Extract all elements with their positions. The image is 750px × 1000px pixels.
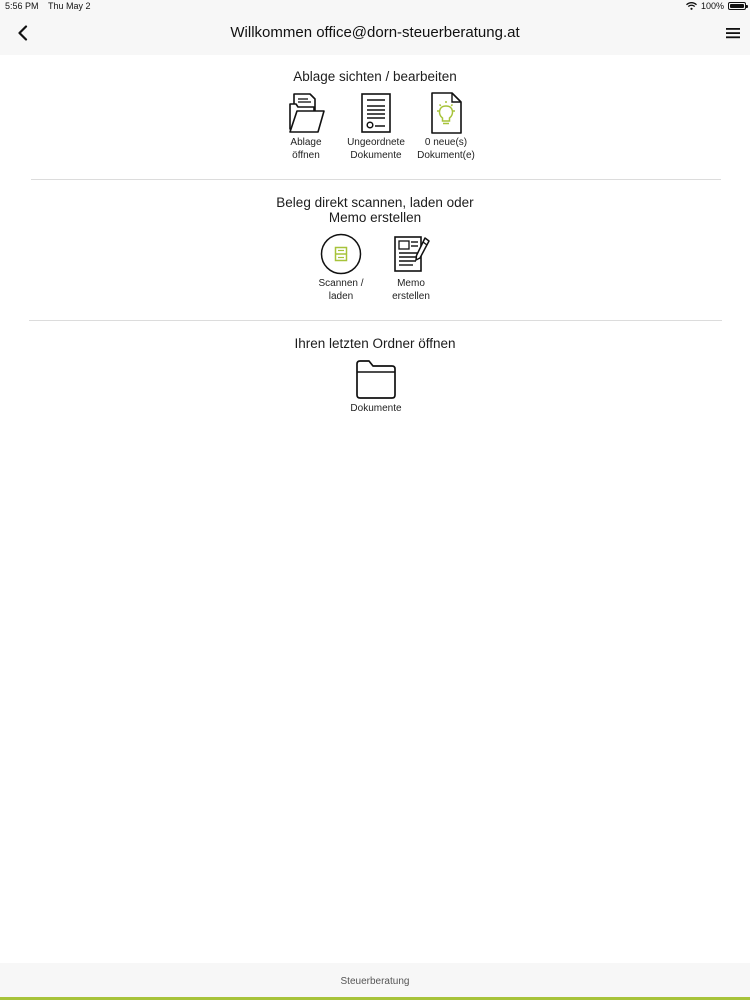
open-archive-label: Ablage öffnen — [290, 137, 322, 161]
recent-icon-row — [341, 357, 411, 416]
recent-folder-button[interactable] — [341, 357, 411, 416]
open-archive-button[interactable] — [271, 91, 341, 162]
status-bar — [0, 0, 750, 12]
scan-section-title-line1: Beleg direkt scannen, laden oder — [276, 195, 474, 210]
memo-pen-icon — [389, 232, 433, 276]
scan-icon — [319, 232, 363, 276]
recent-folder-label: Dokumente — [350, 403, 402, 414]
wifi-icon — [686, 2, 697, 10]
open-folder-documents-icon — [284, 91, 328, 135]
archive-section — [0, 69, 750, 84]
menu-button[interactable] — [724, 24, 742, 42]
scan-upload-button[interactable] — [306, 232, 376, 303]
create-memo-label: Memo erstellen — [392, 278, 430, 302]
nav-bar — [0, 12, 750, 55]
recent-section — [0, 336, 750, 351]
unsorted-documents-button[interactable] — [341, 91, 411, 162]
status-time: 5:56 PM — [5, 1, 39, 11]
new-documents-button[interactable] — [411, 91, 481, 162]
unsorted-document-icon — [354, 91, 398, 135]
create-memo-button[interactable] — [376, 232, 446, 303]
status-right — [686, 1, 746, 11]
recent-section-title: Ihren letzten Ordner öffnen — [294, 336, 456, 351]
unsorted-documents-label: Ungeordnete Dokumente — [347, 137, 405, 161]
menu-icon — [724, 24, 742, 42]
scan-icon-row — [306, 232, 446, 303]
folder-icon — [354, 357, 398, 401]
new-documents-label: 0 neue(s) Dokument(e) — [417, 137, 475, 161]
status-date: Thu May 2 — [48, 1, 91, 11]
bottom-tab-label[interactable]: Steuerberatung — [340, 976, 410, 987]
battery-icon — [728, 2, 746, 10]
new-document-bulb-icon — [424, 91, 468, 135]
scan-section-title-line2: Memo erstellen — [328, 210, 422, 225]
battery-percent: 100% — [700, 1, 724, 11]
bottom-tab-bar — [0, 963, 750, 1000]
divider-2 — [29, 320, 722, 321]
archive-icon-row — [271, 91, 481, 162]
divider-1 — [31, 179, 721, 180]
page-title: Willkommen office@dorn-steuerberatung.at — [230, 24, 520, 41]
archive-section-title: Ablage sichten / bearbeiten — [293, 69, 457, 84]
scan-upload-label: Scannen / laden — [318, 278, 364, 302]
scan-section — [0, 195, 750, 225]
